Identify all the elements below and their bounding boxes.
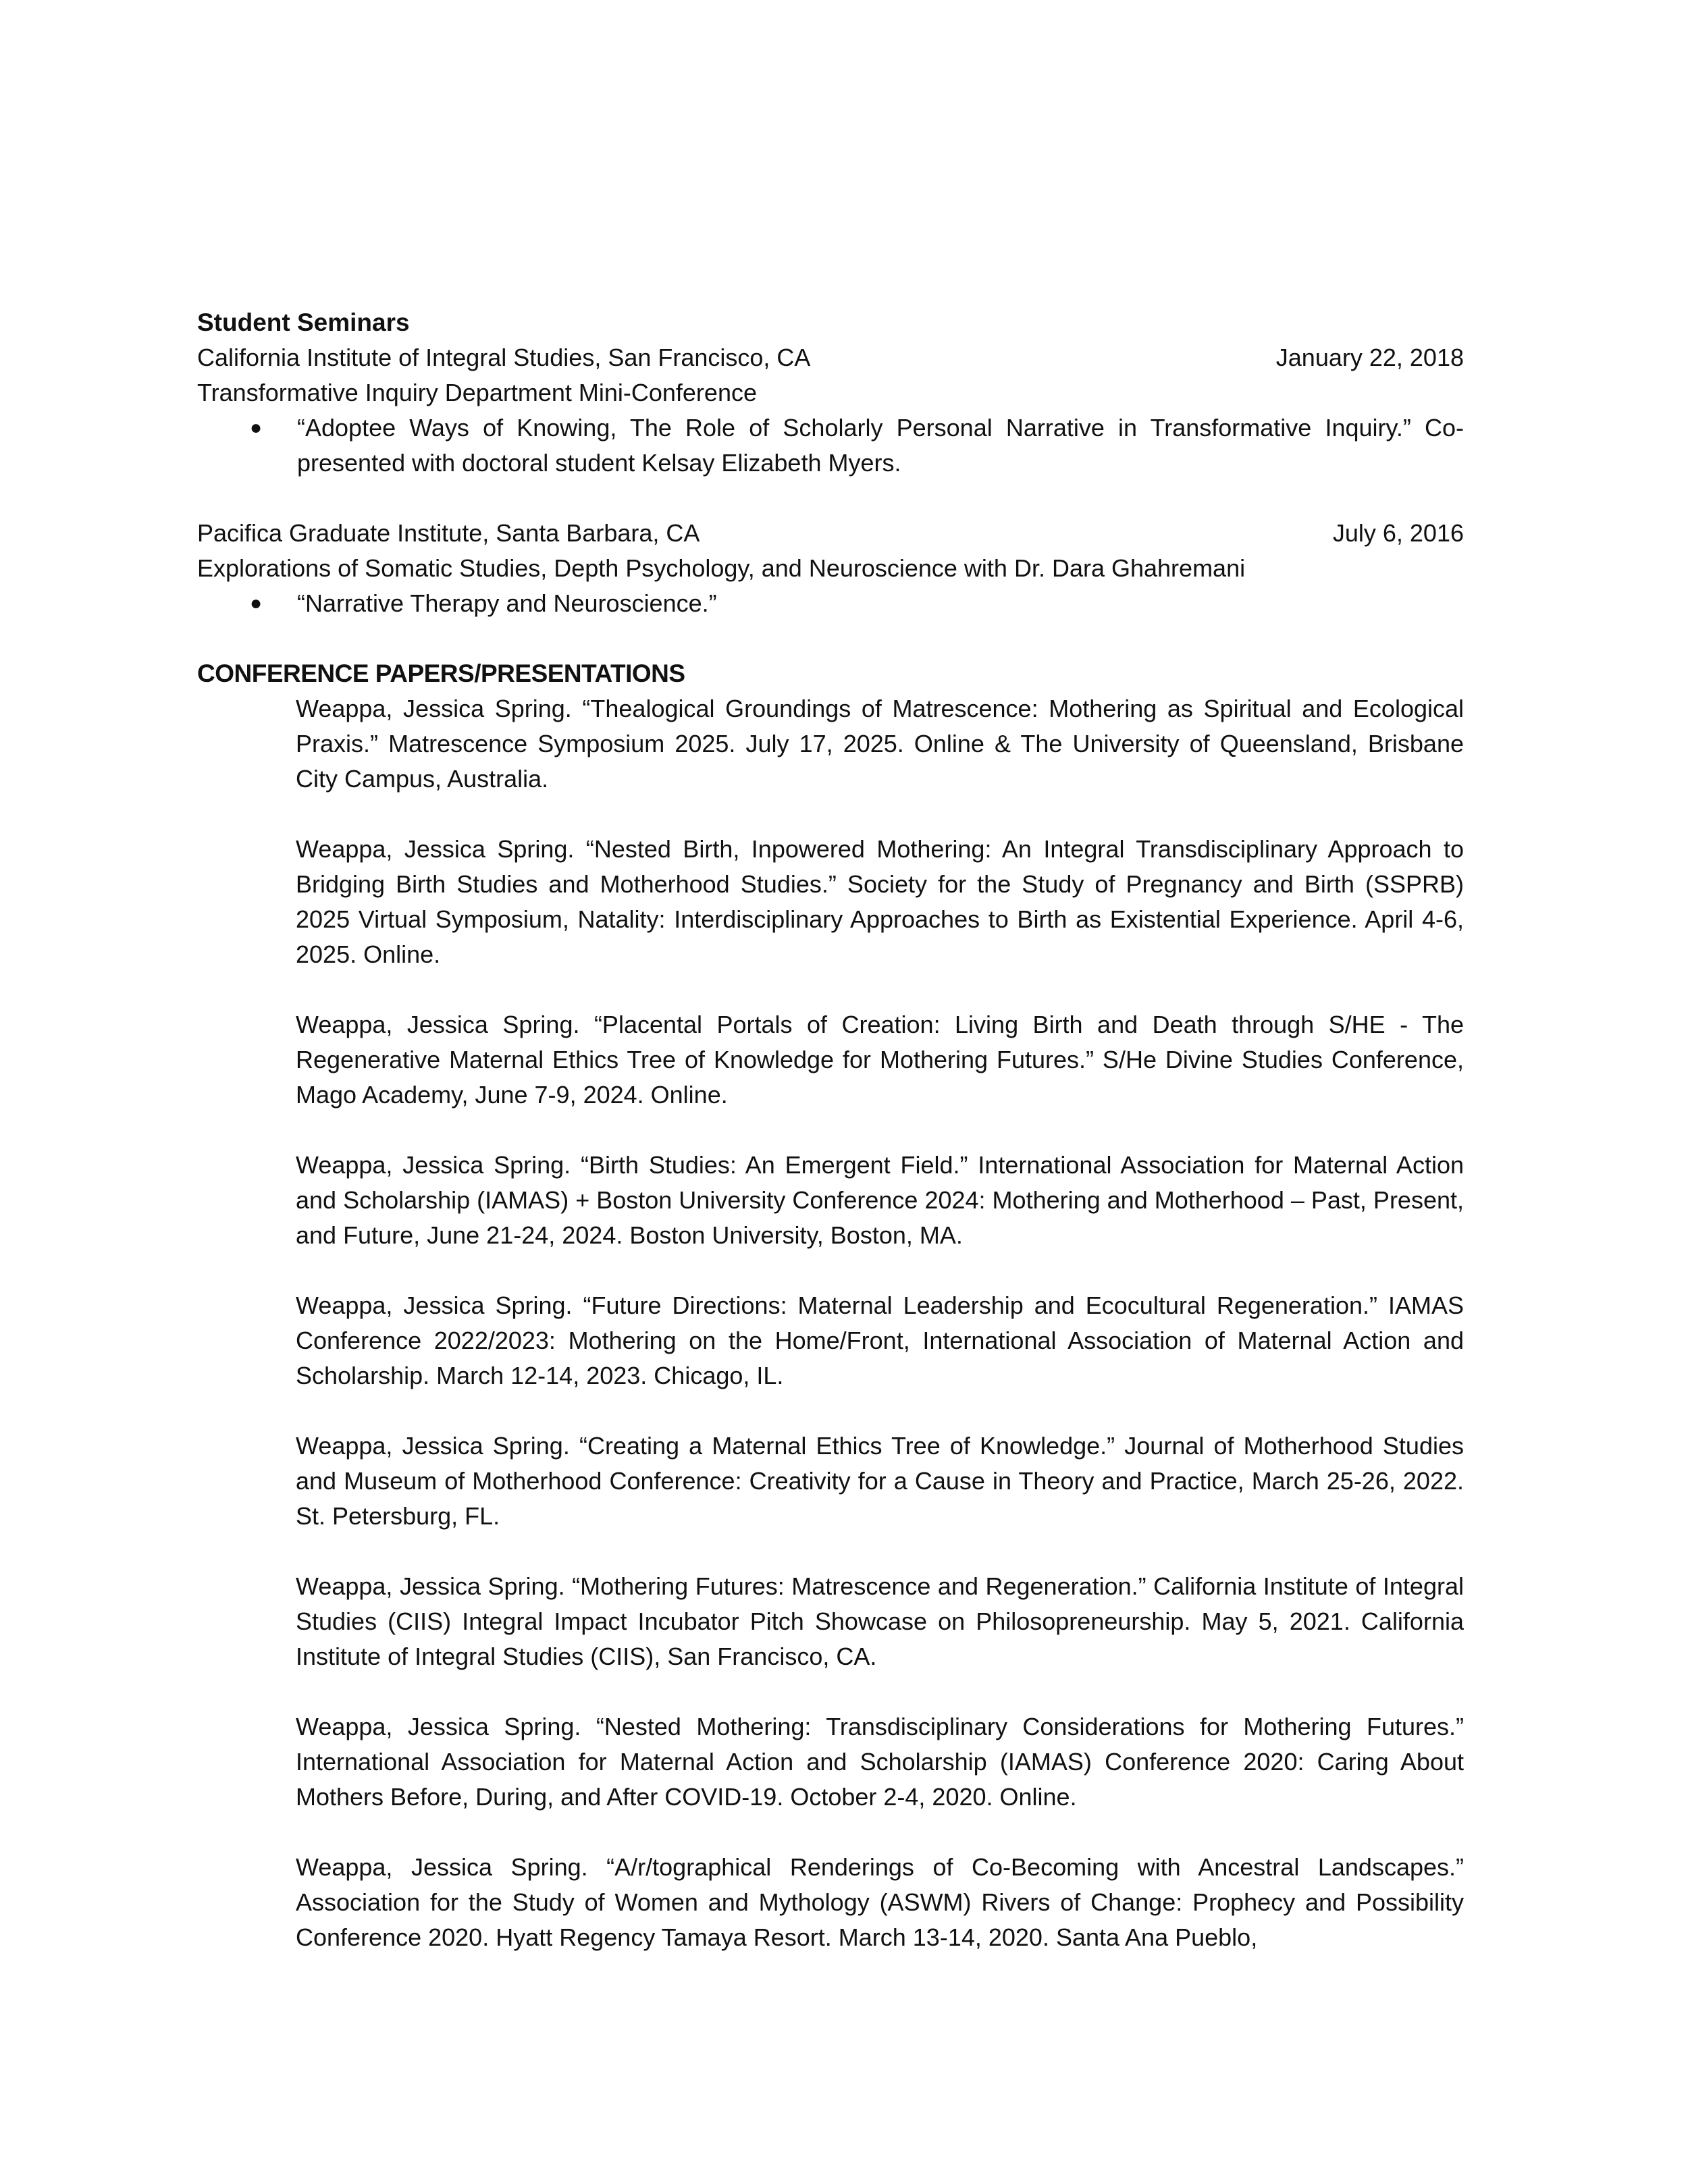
conference-entry: Weappa, Jessica Spring. “Birth Studies: An Emergent Field.” International Association for Maternal Action and Scholarship (IAMAS) + Boston University Conference 2024: Mothering and Motherhood – Past, Present, and Future, June 21-24, 2024. Boston University, Boston, MA. [296, 1151, 1464, 1249]
conference-entry: Weappa, Jessica Spring. “Placental Portals of Creation: Living Birth and Death through S/HE - The Regenerative Maternal Ethics Tree of Knowledge for Mothering Futures.” S/He Divine Studies Conference, Mago Academy, June 7-9, 2024. Online. [296, 1011, 1464, 1109]
seminar-event: Transformative Inquiry Department Mini-Conference [197, 379, 757, 406]
seminar-date: January 22, 2018 [1275, 344, 1464, 371]
conference-entry: Weappa, Jessica Spring. “A/r/tographical Renderings of Co-Becoming with Ancestral Landscapes.” Association for the Study of Women and Mythology (ASWM) Rivers of Change: Prophecy and Possibility Conference 2020. Hyatt Regency Tamaya Resort. March 13-14, 2020. Santa Ana Pueblo, [296, 1853, 1464, 1951]
conference-entry: Weappa, Jessica Spring. “Thealogical Groundings of Matrescence: Mothering as Spiritual and Ecological Praxis.” Matrescence Symposium 2025. July 17, 2025. Online & The University of Queensland, Brisbane City Campus, Australia. [296, 695, 1464, 793]
conference-entry: Weappa, Jessica Spring. “Nested Mothering: Transdisciplinary Considerations for Mothering Futures.” International Association for Maternal Action and Scholarship (IAMAS) Conference 2020: Caring About Mothers Before, During, and After COVID-19. October 2-4, 2020. Online. [296, 1713, 1464, 1811]
conference-entry: Weappa, Jessica Spring. “Mothering Futures: Matrescence and Regeneration.” California Institute of Integral Studies (CIIS) Integral Impact Incubator Pitch Showcase on Philosopreneurship. May 5, 2021. California Institute of Integral Studies (CIIS), San Francisco, CA. [296, 1572, 1464, 1670]
seminar-bullet-text: “Adoptee Ways of Knowing, The Role of Scholarly Personal Narrative in Transformative Inquiry.” Co-presented with doctoral student Kelsay Elizabeth Myers. [297, 414, 1464, 477]
seminar-institution: Pacifica Graduate Institute, Santa Barbara, CA [197, 519, 700, 547]
conference-entries [197, 691, 1464, 1955]
seminar-bullet [197, 586, 1464, 621]
spacer [197, 481, 1464, 516]
page-content [197, 305, 1464, 1955]
seminar-item [197, 340, 1464, 481]
bullet-icon: ● [250, 417, 263, 439]
seminar-date: July 6, 2016 [1332, 519, 1464, 547]
conference-entry: Weappa, Jessica Spring. “Nested Birth, Inpowered Mothering: An Integral Transdisciplinary Approach to Bridging Birth Studies and Motherhood Studies.” Society for the Study of Pregnancy and Birth (SSPRB) 2025 Virtual Symposium, Natality: Interdisciplinary Approaches to Birth as Existential Experience. April 4-6, 2025. Online. [296, 835, 1464, 968]
seminar-item [197, 516, 1464, 621]
seminar-institution: California Institute of Integral Studies, San Francisco, CA [197, 344, 811, 371]
conference-heading: CONFERENCE PAPERS/PRESENTATIONS [197, 660, 685, 687]
conference-entry: Weappa, Jessica Spring. “Future Directions: Maternal Leadership and Ecocultural Regeneration.” IAMAS Conference 2022/2023: Mothering on the Home/Front, International Association of Maternal Action and Scholarship. March 12-14, 2023. Chicago, IL. [296, 1291, 1464, 1389]
seminar-bullet [197, 410, 1464, 481]
seminar-header-row [197, 340, 1464, 375]
seminar-header-row [197, 516, 1464, 551]
seminar-event: Explorations of Somatic Studies, Depth Psychology, and Neuroscience with Dr. Dara Ghahremani [197, 554, 1246, 582]
seminar-bullet-text: “Narrative Therapy and Neuroscience.” [297, 589, 717, 617]
bullet-icon: ● [250, 592, 263, 614]
conference-entry: Weappa, Jessica Spring. “Creating a Maternal Ethics Tree of Knowledge.” Journal of Motherhood Studies and Museum of Motherhood Conference: Creativity for a Cause in Theory and Practice, March 25-26, 2022. St. Petersburg, FL. [296, 1432, 1464, 1530]
student-seminars-heading: Student Seminars [197, 309, 410, 336]
spacer [197, 621, 1464, 656]
